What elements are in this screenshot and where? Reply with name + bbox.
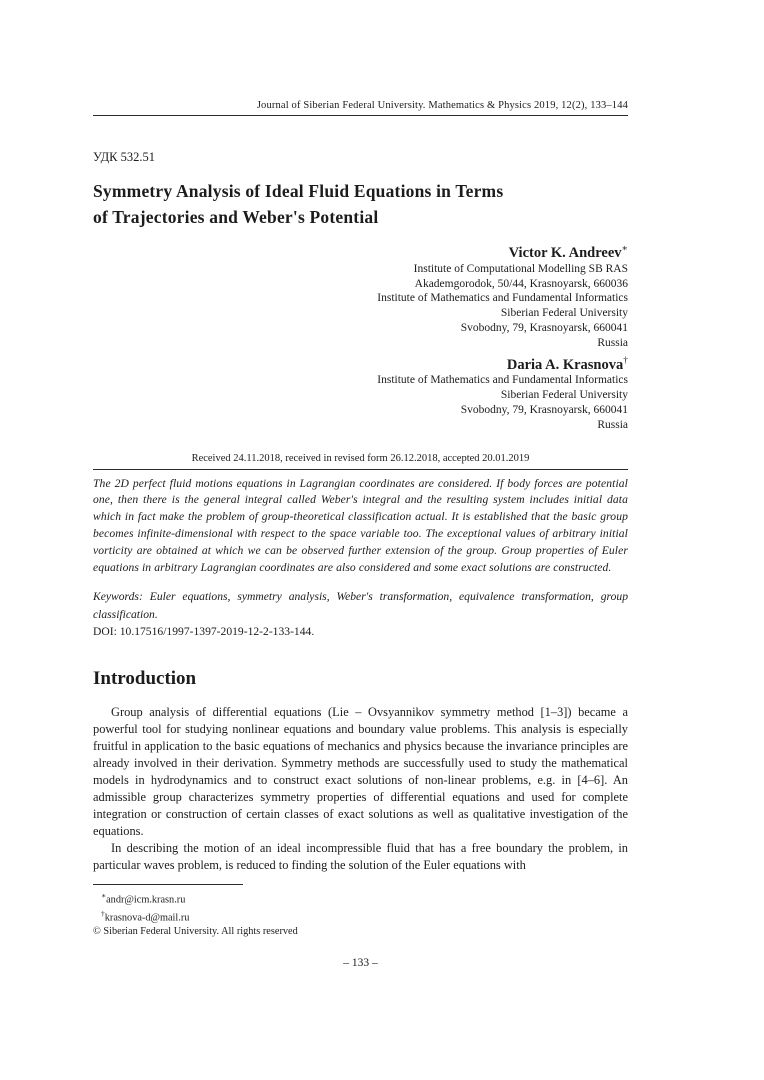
paper-title-line1: Symmetry Analysis of Ideal Fluid Equations in Terms <box>93 181 504 201</box>
page-number: – 133 – <box>343 956 378 969</box>
author-1-name-text: Victor K. Andreev <box>508 244 622 261</box>
author-2-footnote-mark: † <box>623 355 628 366</box>
author-1-affiliation-4: Siberian Federal University <box>500 307 628 320</box>
footnote-1-email: andr@icm.krasn.ru <box>106 894 186 906</box>
author-1-affiliation-2: Akademgorodok, 50/44, Krasnoyarsk, 660036 <box>414 277 628 290</box>
footnote-2-email: krasnova-d@mail.ru <box>104 912 190 924</box>
introduction-paragraph-1: Group analysis of differential equations (Lie – Ovsyannikov symmetry method [1–3]) became a powerful tool for studying nonlinear equations and boundary value problems. This analysis is especially fruitful in application to the basic equations of mechanics and physics because the invariance principles are already involved in their derivation. Symmetry methods are successfully used to study the mathematical models in hydrodynamics and to construct exact solutions of non-linear problems, e.g. in [4–6]. An admissible group characterizes symmetry properties of differential equations and used for complete integration or construction of certain classes of exact solutions as well as qualitative investigation of the equations. <box>93 705 628 839</box>
author-1-affiliation-5: Svobodny, 79, Krasnoyarsk, 660041 <box>460 322 628 335</box>
footnote-author-2 <box>93 907 628 925</box>
footnote-2-marker: † <box>101 909 105 919</box>
author-1-name <box>93 243 628 262</box>
author-2-affiliation-4: Russia <box>597 418 628 431</box>
page-content <box>93 0 628 969</box>
journal-header-text: Journal of Siberian Federal University. Mathematics & Physics 2019, 12(2), 133–144 <box>256 100 628 111</box>
author-1-footnote-mark: ∗ <box>621 244 628 254</box>
author-2-name <box>93 356 628 374</box>
footnote-copyright-text: © Siberian Federal University. All rights reserved <box>93 926 298 938</box>
footnote-author-1 <box>93 889 628 907</box>
footnote-copyright <box>93 925 628 939</box>
author-1-affiliation-6: Russia <box>597 336 628 349</box>
paper-title <box>93 178 628 230</box>
paper-title-line2: of Trajectories and Weber's Potential <box>93 207 379 227</box>
abstract-text: The 2D perfect fluid motions equations in Lagrangian coordinates are considered. If body forces are potential one, then there is the general integral called Weber's integral and the resulting system includes initial data which in fact make the problem of group-theoretical classification actual. It is established that the basic group becomes infinite-dimensional with respect to the space variable too. The exceptional values of arbitrary initial vorticity are obtained at which we can be observed further extension of the group. Group properties of Euler equations in arbitrary Lagrangian coordinates are also considered and some exact solutions are constructed. <box>93 476 628 574</box>
author-1-affiliation-1: Institute of Computational Modelling SB RAS <box>413 262 628 275</box>
introduction-paragraph-2: In describing the motion of an ideal incompressible fluid that has a free boundary the problem, in particular waves problem, is reduced to finding the solution of the Euler equations with <box>93 841 628 873</box>
doi-line: DOI: 10.17516/1997-1397-2019-12-2-133-144. <box>93 625 315 639</box>
abstract-top-rule <box>93 469 628 470</box>
footnotes <box>93 884 628 938</box>
author-2-affiliation-3: Svobodny, 79, Krasnoyarsk, 660041 <box>460 404 628 417</box>
author-2-affiliation-1: Institute of Mathematics and Fundamental Informatics <box>377 374 628 387</box>
journal-header <box>93 0 628 116</box>
footnote-rule <box>93 884 243 885</box>
received-dates-line: Received 24.11.2018, received in revised form 26.12.2018, accepted 20.01.2019 <box>191 452 530 464</box>
header-rule <box>93 115 628 116</box>
footnote-1-marker: ∗ <box>101 891 107 901</box>
section-heading-introduction: Introduction <box>93 668 197 690</box>
author-1-affiliation-3: Institute of Mathematics and Fundamental Informatics <box>377 292 628 305</box>
udc-code: УДК 532.51 <box>93 150 155 164</box>
author-2-name-text: Daria A. Krasnova <box>506 356 624 373</box>
keywords-line: Keywords: Euler equations, symmetry analysis, Weber's transformation, equivalence transformation, group classification. <box>93 590 628 621</box>
author-2-affiliation-2: Siberian Federal University <box>500 389 628 402</box>
